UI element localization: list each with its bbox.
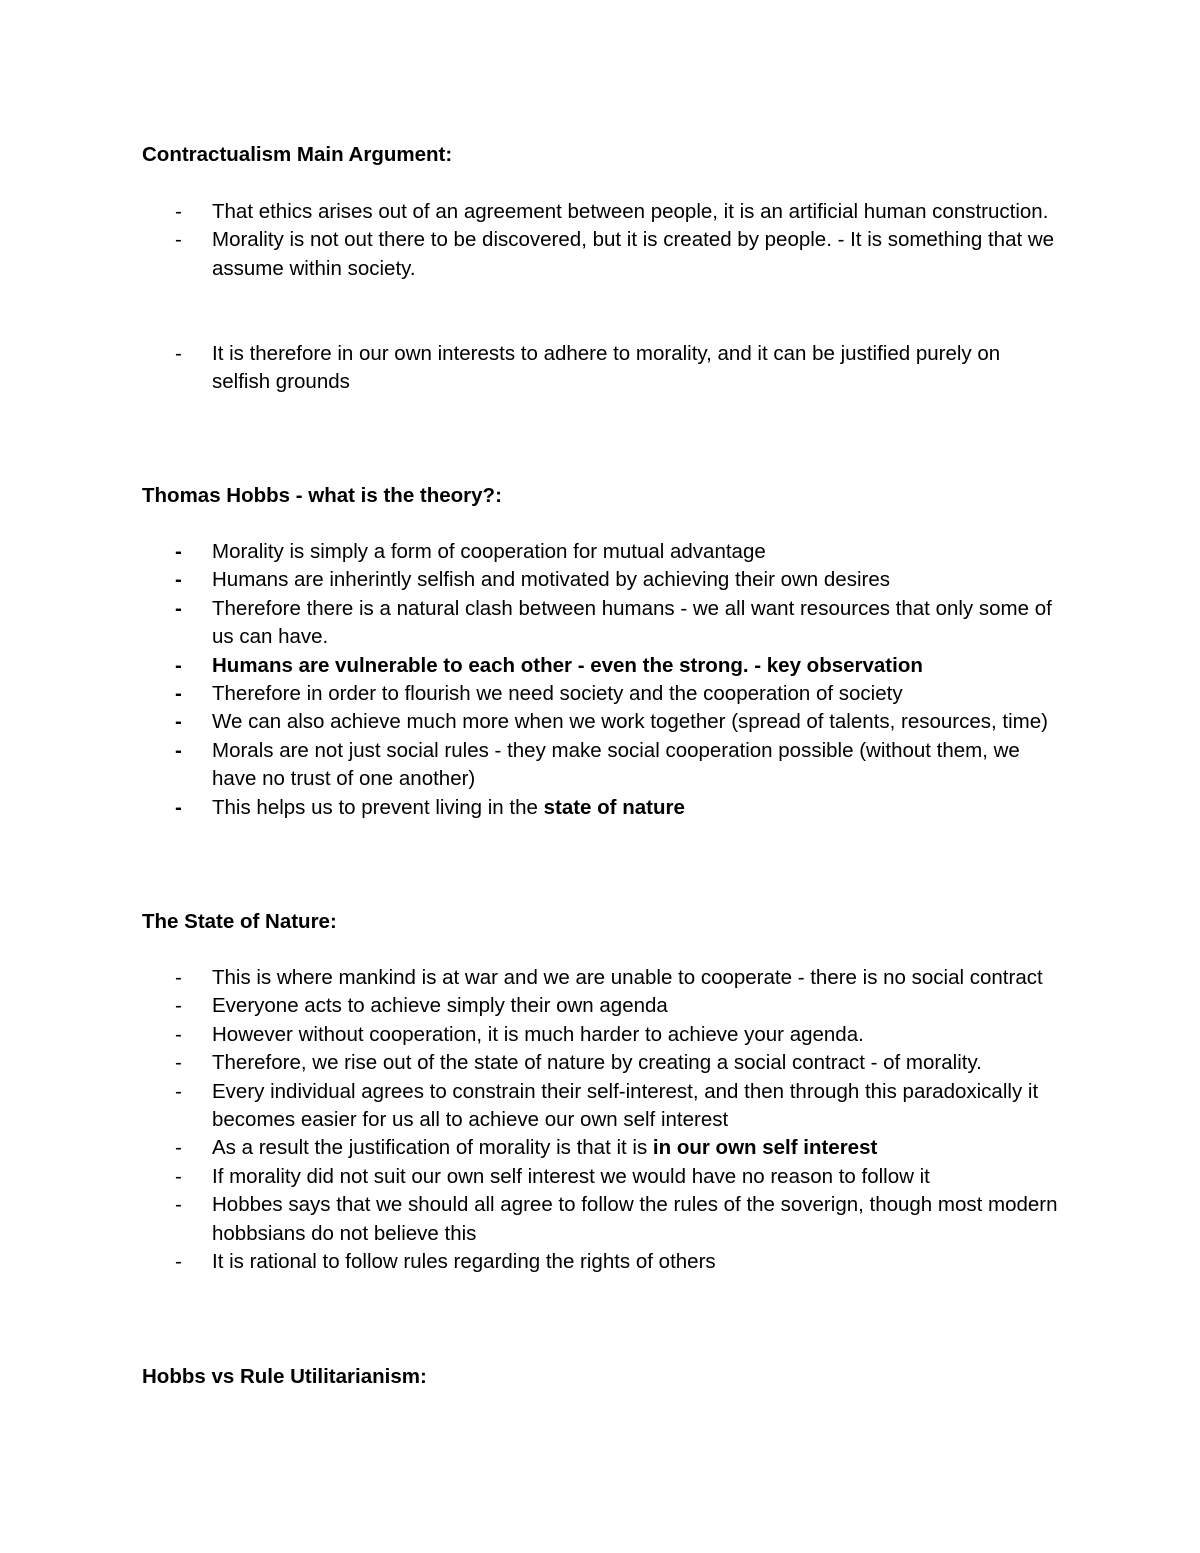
bullet-dash: - bbox=[175, 200, 182, 223]
list-item-text bbox=[212, 1136, 877, 1159]
list-item bbox=[142, 1134, 1062, 1162]
list-item-text: Humans are inherintly selfish and motivated by achieving their own desires bbox=[212, 568, 890, 592]
list-contractualism bbox=[142, 198, 1062, 397]
list-item bbox=[142, 1248, 1062, 1276]
bullet-dash: - bbox=[175, 228, 182, 252]
list-item-key-observation bbox=[142, 652, 1062, 680]
list-item-text: Morality is simply a form of cooperation for mutual advantage bbox=[212, 540, 766, 563]
bullet-dash: - bbox=[175, 966, 182, 989]
list-item-text: Morals are not just social rules - they make social cooperation possible (without them, we have no trust of one another) bbox=[212, 738, 1020, 791]
list-item bbox=[142, 226, 1062, 283]
bullet-dash: - bbox=[175, 342, 182, 366]
list-item bbox=[142, 1049, 1062, 1077]
heading-contractualism: Contractualism Main Argument: bbox=[142, 143, 453, 166]
list-item-text: This is where mankind is at war and we are unable to cooperate - there is no social contract bbox=[212, 966, 1043, 989]
list-item-text-plain: This helps us to prevent living in the bbox=[212, 795, 544, 819]
list-item bbox=[142, 595, 1062, 652]
list-item-text: However without cooperation, it is much harder to achieve your agenda. bbox=[212, 1022, 864, 1046]
bullet-dash: - bbox=[175, 1193, 182, 1217]
bullet-dash: - bbox=[175, 710, 182, 734]
list-item bbox=[142, 964, 1062, 992]
list-item bbox=[142, 340, 1062, 397]
list-item bbox=[142, 198, 1062, 226]
list-item-text-strong: in our own self interest bbox=[652, 1136, 878, 1160]
heading-thomas-hobbs: Thomas Hobbs - what is the theory?: bbox=[142, 484, 502, 507]
bullet-dash: - bbox=[175, 596, 182, 620]
bullet-dash: - bbox=[175, 1136, 182, 1160]
bullet-dash: - bbox=[175, 1051, 182, 1075]
spacer bbox=[142, 283, 1062, 340]
list-item bbox=[142, 566, 1062, 594]
list-item bbox=[142, 1163, 1062, 1191]
list-item-text: Every individual agrees to constrain their self-interest, and then through this paradoxically it becomes easier for us all to achieve our own self interest bbox=[212, 1079, 1039, 1132]
list-item-text-plain: As a result the justification of morality is that it is bbox=[212, 1136, 653, 1160]
list-item-text: Everyone acts to achieve simply their own agenda bbox=[212, 994, 668, 1018]
list-item bbox=[142, 680, 1062, 708]
list-item-text: It is rational to follow rules regarding the rights of others bbox=[212, 1250, 716, 1274]
list-item-text bbox=[212, 796, 685, 819]
list-item bbox=[142, 992, 1062, 1020]
bullet-dash: - bbox=[175, 1250, 182, 1274]
list-item bbox=[142, 708, 1062, 736]
list-item-text: Morality is not out there to be discovered, but it is created by people. - It is something that we assume within society. bbox=[212, 228, 1055, 280]
list-item bbox=[142, 1191, 1062, 1248]
list-item bbox=[142, 737, 1062, 794]
list-state-of-nature bbox=[142, 964, 1062, 1276]
list-item bbox=[142, 1078, 1062, 1135]
list-item bbox=[142, 538, 1062, 566]
bullet-dash: - bbox=[175, 994, 182, 1018]
list-item-text: We can also achieve much more when we work together (spread of talents, resources, time) bbox=[212, 710, 1048, 734]
list-item-text: Hobbes says that we should all agree to follow the rules of the soverign, though most modern hobbsians do not believe this bbox=[212, 1193, 1058, 1245]
heading-state-of-nature: The State of Nature: bbox=[142, 910, 337, 933]
bullet-dash: - bbox=[175, 682, 182, 706]
bullet-dash: - bbox=[175, 1022, 182, 1046]
list-item-text: Humans are vulnerable to each other - even the strong. - key observation bbox=[212, 653, 923, 677]
list-item-text: It is therefore in our own interests to adhere to morality, and it can be justified purely on selfish grounds bbox=[212, 342, 1001, 394]
bullet-dash: - bbox=[175, 568, 182, 592]
list-item-text: That ethics arises out of an agreement between people, it is an artificial human construction. bbox=[212, 200, 1049, 223]
list-item-text: If morality did not suit our own self interest we would have no reason to follow it bbox=[212, 1164, 930, 1188]
list-item bbox=[142, 794, 1062, 822]
list-item-text: Therefore in order to flourish we need society and the cooperation of society bbox=[212, 682, 903, 706]
list-item-text-strong: state of nature bbox=[543, 795, 685, 819]
bullet-dash: - bbox=[175, 795, 182, 819]
bullet-dash: - bbox=[175, 1079, 182, 1103]
bullet-dash: - bbox=[175, 653, 182, 677]
list-thomas-hobbs bbox=[142, 538, 1062, 822]
list-item-text: Therefore, we rise out of the state of nature by creating a social contract - of morality. bbox=[212, 1051, 982, 1075]
list-item bbox=[142, 1021, 1062, 1049]
heading-hobbs-vs-rule-utilitarianism: Hobbs vs Rule Utilitarianism: bbox=[142, 1365, 427, 1388]
bullet-dash: - bbox=[175, 738, 182, 762]
list-item-text: Therefore there is a natural clash between humans - we all want resources that only some of us can have. bbox=[212, 596, 1052, 649]
bullet-dash: - bbox=[175, 540, 182, 563]
bullet-dash: - bbox=[175, 1164, 182, 1188]
